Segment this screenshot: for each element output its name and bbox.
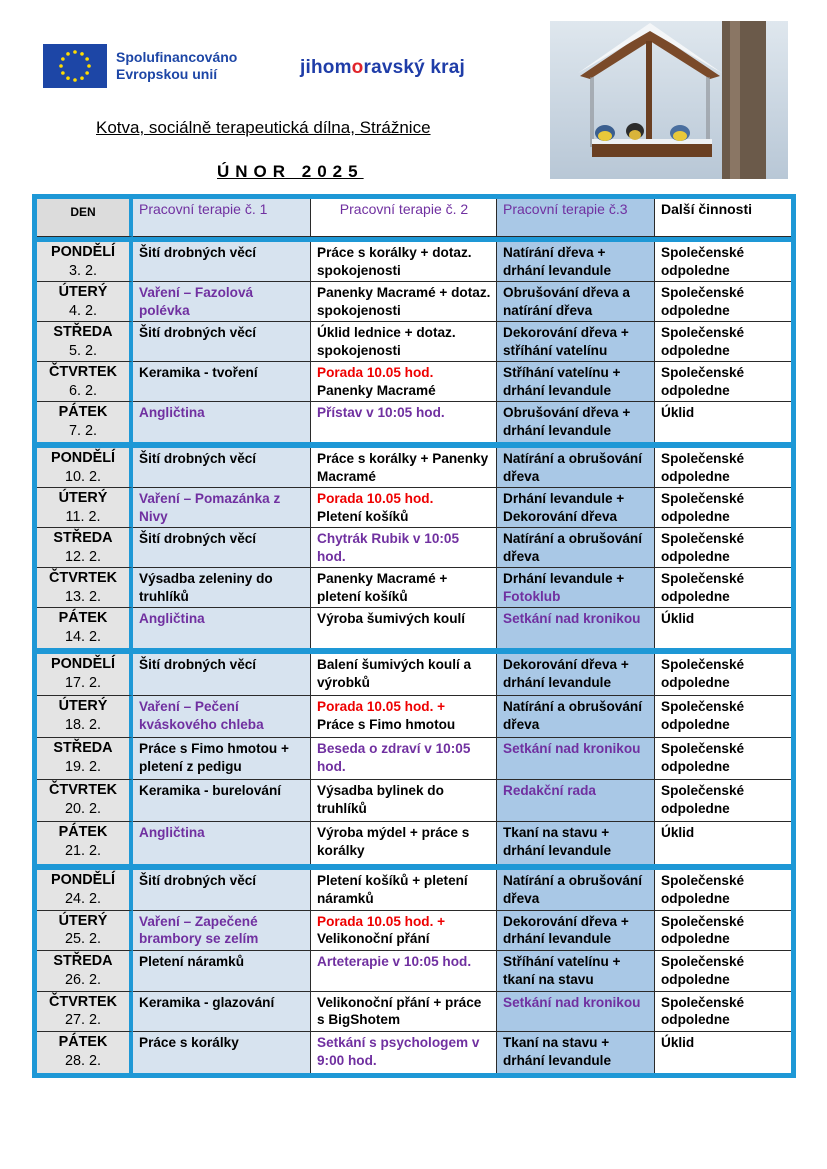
day-date: 19. 2. [64,758,101,775]
therapy-1-cell [133,911,311,952]
day-cell [37,608,133,648]
day-date: 4. 2. [68,302,97,319]
eu-star-icon [59,64,63,68]
activity-text: Drhání levandule + Dekorování dřeva [503,491,625,524]
other-activity-cell [655,568,791,608]
activity-text: Setkání nad kronikou [503,994,641,1010]
other-activity-cell [655,738,791,780]
day-cell [37,322,133,362]
schedule-table [32,194,796,1078]
activity-text: Společenské odpoledne [661,873,745,906]
activity-text: Natírání a obrušování dřeva [503,873,642,906]
activity-text: Fotoklub [503,588,561,604]
eu-flag-icon [43,44,107,88]
table-row [37,488,791,528]
other-activity-cell [655,242,791,282]
other-activity-cell [655,282,791,322]
activity-text: Šití drobných věcí [139,245,257,260]
therapy-2-cell [311,568,497,608]
table-row [37,951,791,992]
region-logo-part: ravský kraj [363,57,465,78]
therapy-3-cell [497,362,655,402]
therapy-2-cell [311,488,497,528]
therapy-1-cell [133,951,311,992]
activity-text: Společenské odpoledne [661,451,745,484]
day-cell [37,911,133,952]
activity-text: Setkání nad kronikou [503,741,641,756]
table-row [37,654,791,696]
day-name: ÚTERÝ [58,284,108,300]
table-row [37,608,791,648]
activity-text: Keramika - tvoření [139,365,258,380]
table-row [37,738,791,780]
other-activity-cell [655,488,791,528]
activity-text: Panenky Macramé + pletení košíků [317,571,448,604]
other-activity-cell [655,951,791,992]
eu-text-line: Spolufinancováno [116,49,238,65]
table-row [37,322,791,362]
therapy-2-cell [311,608,497,648]
day-cell [37,870,133,911]
activity-text: Obrušování dřeva + drhání levandule [503,405,631,438]
activity-text: Natírání a obrušování dřeva [503,699,642,732]
activity-text: Šití drobných věcí [139,657,257,672]
therapy-3-cell [497,911,655,952]
other-activity-cell [655,402,791,442]
activity-text: Úklid [661,611,695,626]
day-date: 20. 2. [64,800,101,817]
activity-text: Výroba mýdel + práce s korálky [317,825,470,858]
activity-text: Společenské odpoledne [661,491,745,524]
activity-text: Velikonoční přání + práce s BigShotem [317,994,482,1028]
activity-text: Dekorování dřeva + drhání levandule [503,657,629,690]
activity-text: Angličtina [139,825,205,840]
activity-text: Společenské odpoledne [661,783,745,816]
therapy-3-cell [497,242,655,282]
table-row [37,568,791,608]
therapy-2-cell [311,822,497,864]
activity-text: Šití drobných věcí [139,325,257,340]
therapy-2-cell [311,242,497,282]
eu-star-icon [66,52,70,56]
day-name: PÁTEK [58,1034,108,1051]
activity-text: Šití drobných věcí [139,451,257,466]
therapy-1-cell [133,822,311,864]
day-name: ČTVRTEK [49,364,117,380]
therapy-1-cell [133,242,311,282]
document-month: ÚNOR 2025 [217,162,364,181]
activity-text: Keramika - burelování [139,783,282,798]
day-cell [37,696,133,738]
therapy-3-cell [497,951,655,992]
activity-text: Práce s korálky + dotaz. spokojenosti [317,245,472,278]
week-block [37,870,791,1073]
activity-text: Společenské odpoledne [661,913,745,947]
eu-star-icon [80,52,84,56]
table-row [37,696,791,738]
column-header-therapy-1: Pracovní terapie č. 1 [133,199,311,237]
activity-text: Společenské odpoledne [661,365,745,398]
day-cell [37,568,133,608]
table-row [37,362,791,402]
week-block [37,448,791,648]
day-date: 25. 2. [64,931,101,948]
activity-text: Stříhání vatelínu + drhání levandule [503,365,621,398]
activity-text: Natírání a obrušování dřeva [503,531,642,564]
day-name: ČTVRTEK [49,993,117,1010]
activity-text: Pletení náramků [139,954,245,970]
activity-text: Arteterapie v 10:05 hod. [317,954,472,970]
other-activity-cell [655,911,791,952]
activity-text: Společenské odpoledne [661,245,745,278]
therapy-1-cell [133,654,311,696]
therapy-3-cell [497,608,655,648]
day-name: STŘEDA [53,324,113,340]
therapy-2-cell [311,780,497,822]
day-cell [37,242,133,282]
therapy-1-cell [133,738,311,780]
day-date: 10. 2. [64,468,101,485]
day-date: 28. 2. [64,1052,101,1069]
activity-text: Natírání a obrušování dřeva [503,451,642,484]
activity-text: Keramika - glazování [139,994,275,1010]
table-row [37,282,791,322]
day-cell [37,528,133,568]
activity-text: Společenské odpoledne [661,699,745,732]
activity-text: Vaření – Pomazánka z Nivy [139,491,281,524]
other-activity-cell [655,528,791,568]
day-date: 17. 2. [64,674,101,691]
other-activity-cell [655,696,791,738]
day-name: STŘEDA [53,530,113,546]
therapy-1-cell [133,568,311,608]
eu-text-line: Evropskou unií [116,66,218,82]
day-date: 12. 2. [64,548,101,565]
therapy-3-cell [497,822,655,864]
day-cell [37,402,133,442]
eu-star-icon [85,71,89,75]
activity-text: Výroba šumivých koulí [317,611,466,626]
activity-text: Porada 10.05 hod. [317,365,434,380]
therapy-1-cell [133,448,311,488]
therapy-2-cell [311,528,497,568]
day-date: 13. 2. [64,588,101,605]
therapy-3-cell [497,528,655,568]
column-header-other: Další činnosti [655,199,791,237]
activity-text: Redakční rada [503,783,596,798]
activity-text: Společenské odpoledne [661,531,745,564]
therapy-2-cell [311,322,497,362]
activity-text: Stříhání vatelínu + tkaní na stavu [503,954,621,987]
activity-text: Šití drobných věcí [139,873,257,888]
eu-star-icon [66,76,70,80]
day-cell [37,362,133,402]
other-activity-cell [655,448,791,488]
therapy-2-cell [311,282,497,322]
activity-text: Chytrák Rubik v 10:05 hod. [317,531,460,564]
therapy-2-cell [311,951,497,992]
therapy-2-cell [311,738,497,780]
day-cell [37,1032,133,1073]
activity-text: Společenské odpoledne [661,325,745,358]
therapy-1-cell [133,1032,311,1073]
therapy-1-cell [133,402,311,442]
region-logo-part: jihom [300,57,352,78]
table-row [37,870,791,911]
other-activity-cell [655,362,791,402]
therapy-1-cell [133,696,311,738]
day-date: 5. 2. [68,342,97,359]
activity-text: Práce s korálky [139,1035,239,1051]
activity-text: Úklid [661,1035,695,1051]
day-date: 27. 2. [64,1012,101,1029]
activity-text: Setkání nad kronikou [503,611,641,626]
activity-text: Drhání levandule + [503,571,625,586]
activity-text: Dekorování dřeva + drhání levandule [503,913,629,947]
therapy-3-cell [497,780,655,822]
activity-text: Velikonoční přání [317,931,430,947]
table-row [37,822,791,864]
therapy-1-cell [133,488,311,528]
activity-text: Práce s korálky + Panenky Macramé [317,451,489,484]
day-name: PÁTEK [58,404,108,420]
activity-text: Práce s Fimo hmotou [317,716,456,732]
other-activity-cell [655,608,791,648]
other-activity-cell [655,780,791,822]
activity-text: Vaření – Fazolová polévka [139,285,254,318]
eu-star-icon [61,71,65,75]
other-activity-cell [655,1032,791,1073]
activity-text: Společenské odpoledne [661,571,745,604]
therapy-3-cell [497,282,655,322]
region-logo [300,57,465,79]
therapy-2-cell [311,448,497,488]
table-row [37,448,791,488]
therapy-2-cell [311,992,497,1033]
activity-text: Angličtina [139,611,205,626]
therapy-1-cell [133,608,311,648]
activity-text: Výsadba bylinek do truhlíků [317,783,444,816]
activity-text: Setkání s psychologem v 9:00 hod. [317,1035,480,1068]
therapy-3-cell [497,654,655,696]
therapy-3-cell [497,696,655,738]
activity-text: Společenské odpoledne [661,657,745,690]
activity-text: Šití drobných věcí [139,531,257,546]
day-date: 14. 2. [64,628,101,645]
day-date: 18. 2. [64,716,101,733]
therapy-3-cell [497,738,655,780]
other-activity-cell [655,992,791,1033]
other-activity-cell [655,870,791,911]
eu-star-icon [61,57,65,61]
activity-text: Práce s Fimo hmotou + pletení z pedigu [139,741,289,774]
day-cell [37,951,133,992]
week-block [37,242,791,442]
activity-text: Úklid [661,405,695,420]
activity-text: Přístav v 10:05 hod. [317,405,445,420]
eu-star-icon [85,57,89,61]
therapy-3-cell [497,402,655,442]
therapy-1-cell [133,992,311,1033]
table-row [37,780,791,822]
day-name: ÚTERÝ [58,490,108,506]
day-date: 6. 2. [68,382,97,399]
activity-text: Pletení košíků [317,508,409,524]
table-row [37,242,791,282]
eu-star-icon [73,50,77,54]
activity-text: Porada 10.05 hod. + [317,699,446,714]
activity-text: Porada 10.05 hod. + [317,913,446,929]
therapy-2-cell [311,870,497,911]
day-cell [37,282,133,322]
activity-text: Panenky Macramé + dotaz. spokojenosti [317,285,491,318]
activity-text: Tkaní na stavu + drhání levandule [503,825,612,858]
activity-text: Balení šumivých koulí a výrobků [317,657,472,690]
day-name: PONDĚLÍ [51,656,115,672]
activity-text: Beseda o zdraví v 10:05 hod. [317,741,471,774]
activity-text: Úklid lednice + dotaz. spokojenosti [317,325,456,358]
therapy-3-cell [497,488,655,528]
day-date: 3. 2. [68,262,97,279]
table-header-row [37,199,791,237]
day-cell [37,448,133,488]
activity-text: Natírání dřeva + drhání levandule [503,245,612,278]
therapy-2-cell [311,654,497,696]
day-date: 11. 2. [65,508,101,525]
activity-text: Úklid [661,825,695,840]
therapy-3-cell [497,992,655,1033]
activity-text: Společenské odpoledne [661,741,745,774]
therapy-2-cell [311,402,497,442]
day-cell [37,822,133,864]
table-row [37,1032,791,1073]
activity-text: Tkaní na stavu + drhání levandule [503,1035,612,1068]
week-block [37,654,791,864]
activity-text: Společenské odpoledne [661,994,745,1028]
activity-text: Výsadba zeleniny do truhlíků [139,571,273,604]
therapy-3-cell [497,568,655,608]
therapy-1-cell [133,322,311,362]
therapy-1-cell [133,282,311,322]
therapy-2-cell [311,911,497,952]
day-name: PONDĚLÍ [51,872,115,888]
day-date: 26. 2. [64,971,101,988]
therapy-2-cell [311,362,497,402]
day-cell [37,654,133,696]
column-header-day: DEN [37,199,133,237]
day-name: PÁTEK [58,610,108,626]
eu-star-icon [87,64,91,68]
day-name: ÚTERÝ [58,698,108,714]
activity-text: Vaření – Pečení kváskového chleba [139,699,264,732]
day-name: ÚTERÝ [58,912,108,929]
day-cell [37,738,133,780]
column-header-therapy-3: Pracovní terapie č.3 [497,199,655,237]
activity-text: Pletení košíků + pletení náramků [317,873,468,906]
other-activity-cell [655,822,791,864]
day-name: PONDĚLÍ [51,450,115,466]
therapy-1-cell [133,528,311,568]
therapy-3-cell [497,1032,655,1073]
therapy-2-cell [311,696,497,738]
therapy-1-cell [133,870,311,911]
activity-text: Vaření – Zapečené brambory se zelím [139,913,259,947]
day-name: ČTVRTEK [49,570,117,586]
eu-cofinanced-text [116,49,237,83]
table-row [37,911,791,952]
therapy-2-cell [311,1032,497,1073]
day-cell [37,780,133,822]
day-name: ČTVRTEK [49,782,117,798]
document-title: Kotva, sociálně terapeutická dílna, Strážnice [96,118,431,137]
day-name: STŘEDA [53,740,113,756]
day-date: 7. 2. [68,422,97,439]
activity-text: Angličtina [139,405,205,420]
column-header-therapy-2: Pracovní terapie č. 2 [311,199,497,237]
day-name: STŘEDA [53,953,113,970]
table-row [37,402,791,442]
therapy-1-cell [133,780,311,822]
activity-text: Společenské odpoledne [661,954,745,987]
therapy-3-cell [497,448,655,488]
day-name: PÁTEK [58,824,108,840]
table-row [37,992,791,1033]
therapy-3-cell [497,870,655,911]
other-activity-cell [655,654,791,696]
day-date: 21. 2. [64,842,101,859]
eu-star-icon [73,78,77,82]
therapy-3-cell [497,322,655,362]
day-cell [37,488,133,528]
table-row [37,528,791,568]
day-date: 24. 2. [64,890,101,907]
other-activity-cell [655,322,791,362]
activity-text: Obrušování dřeva a natírání dřeva [503,285,630,318]
activity-text: Porada 10.05 hod. [317,491,434,506]
day-name: PONDĚLÍ [51,244,115,260]
activity-text: Panenky Macramé [317,382,436,398]
activity-text: Společenské odpoledne [661,285,745,318]
eu-star-icon [80,76,84,80]
region-logo-highlight: o [351,57,364,78]
day-cell [37,992,133,1033]
bird-feeder-photo [550,21,788,179]
activity-text: Dekorování dřeva + stříhání vatelínu [503,325,629,358]
therapy-1-cell [133,362,311,402]
